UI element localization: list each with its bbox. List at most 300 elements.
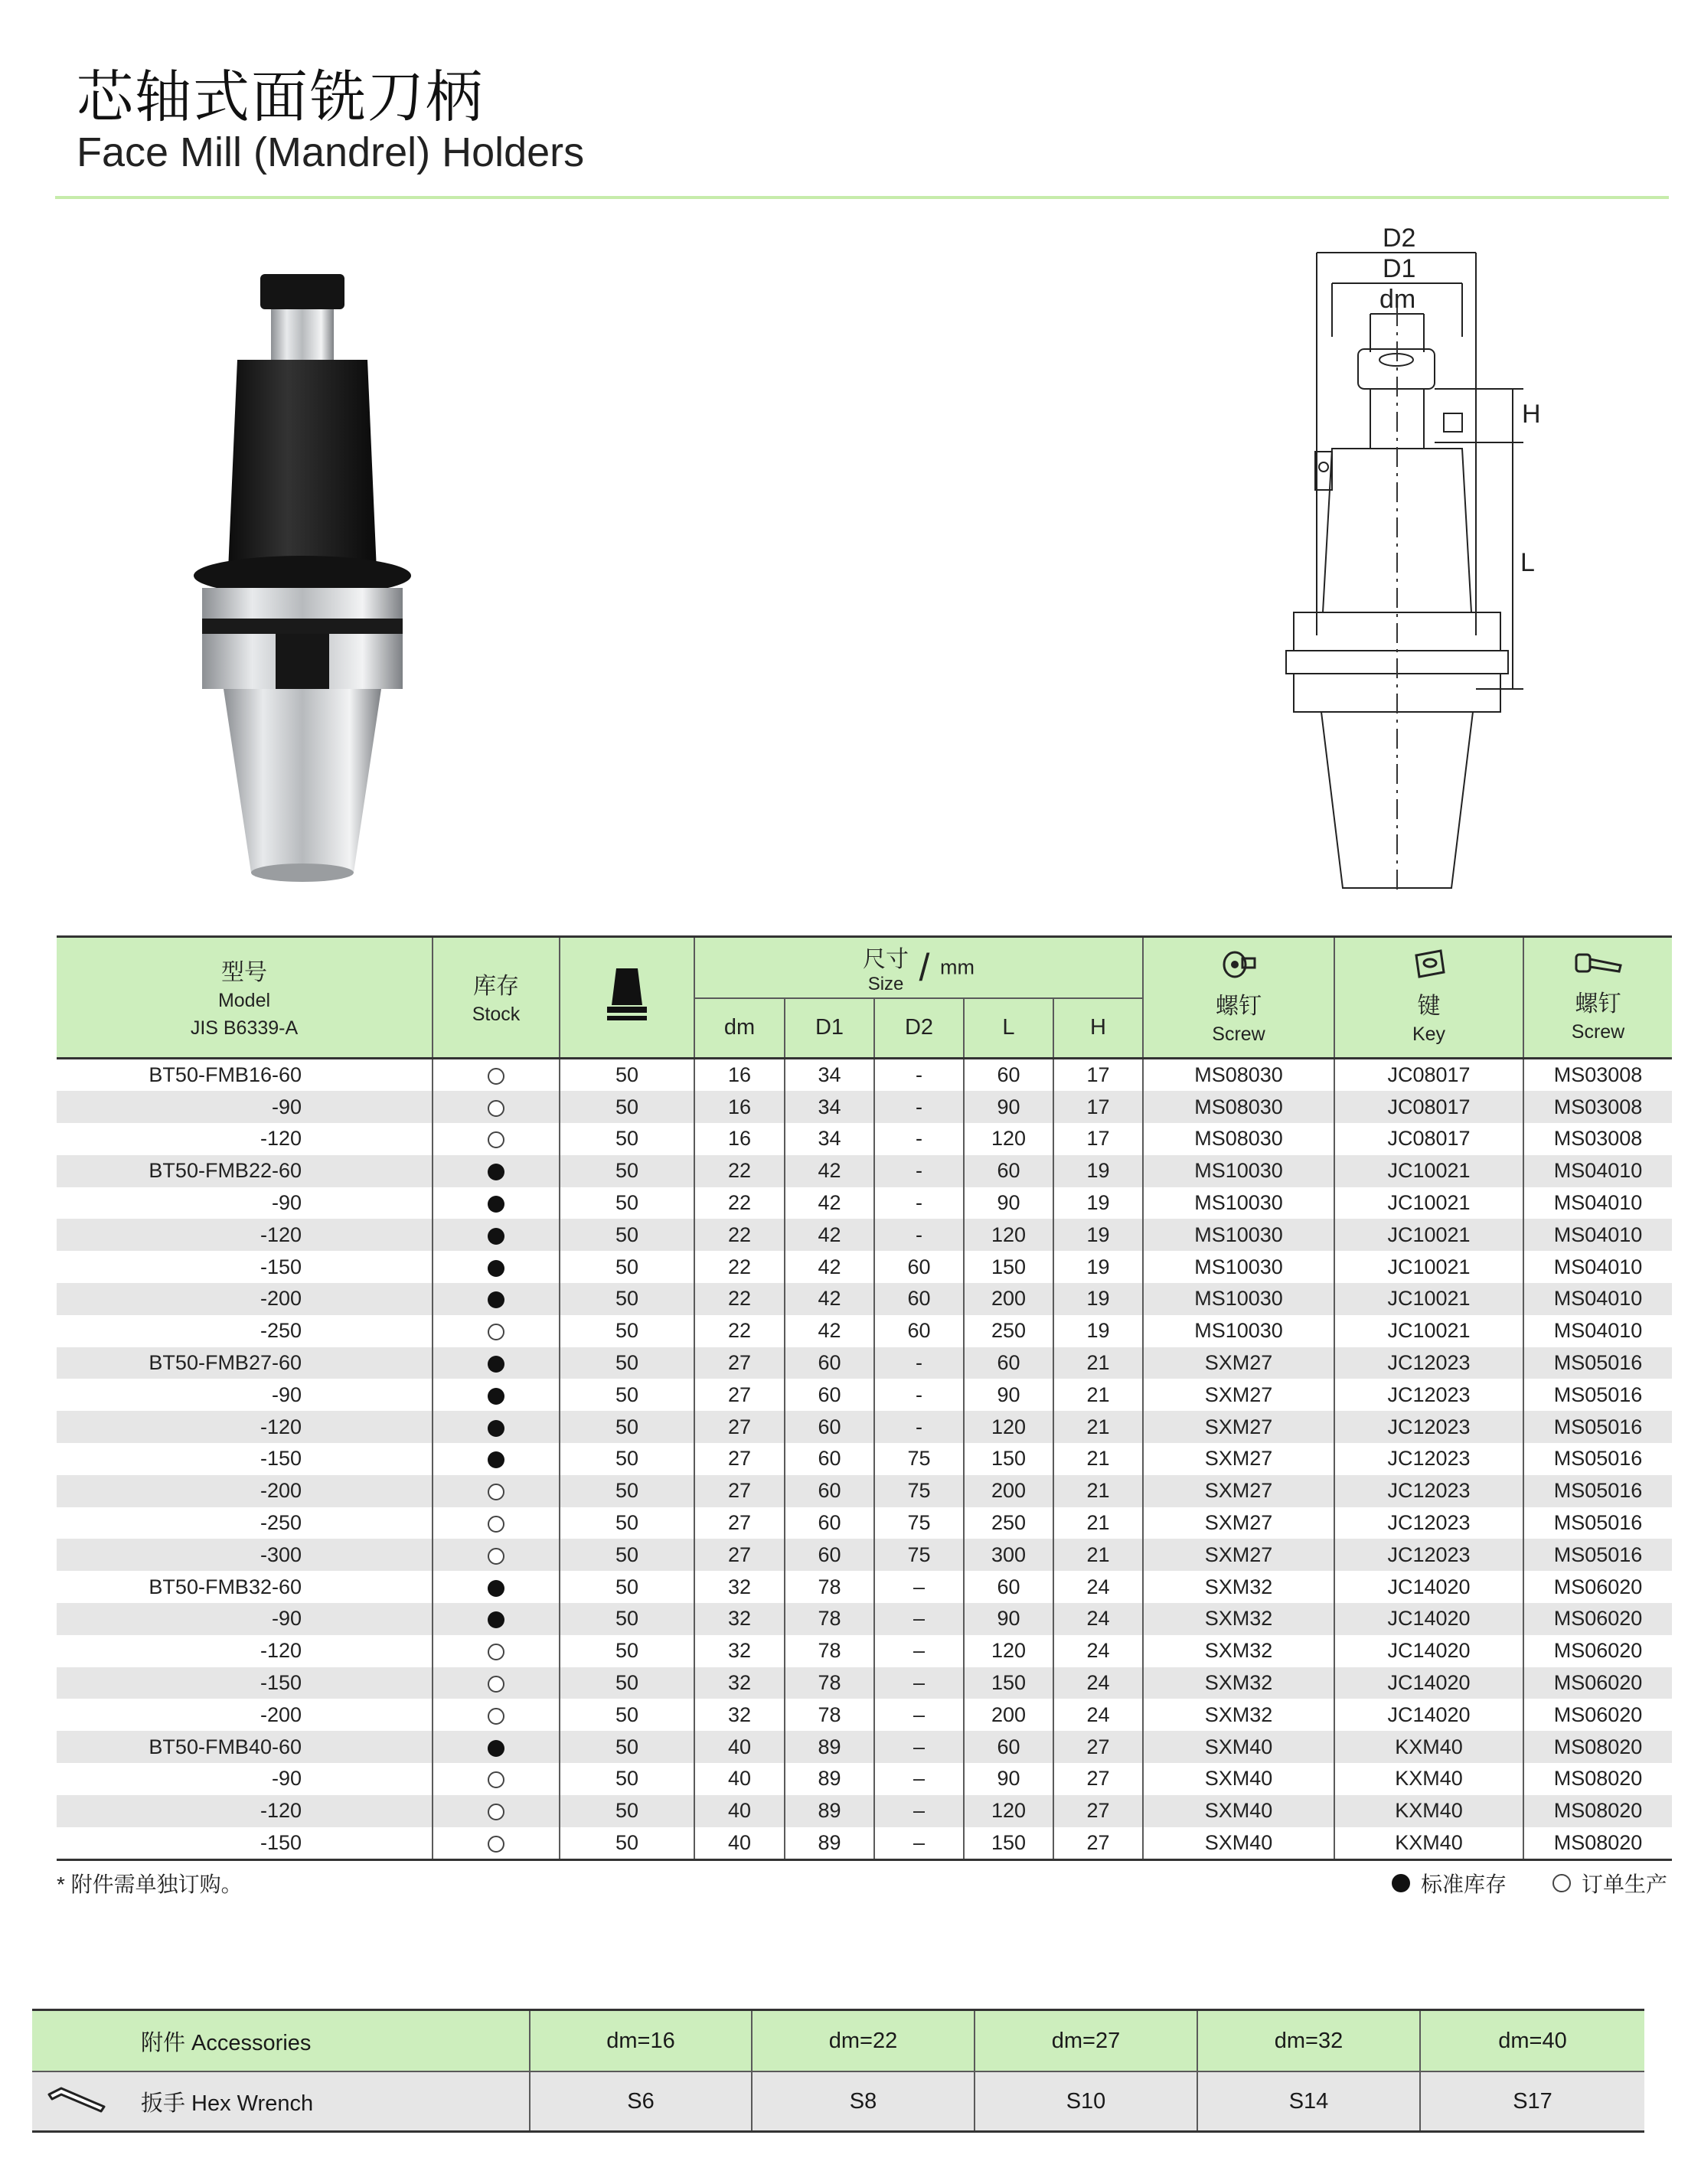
col-h: H — [1053, 998, 1143, 1059]
table-cell: 34 — [785, 1058, 874, 1091]
col-l: L — [964, 998, 1053, 1059]
hex-wrench-label: 扳手 Hex Wrench — [32, 2071, 530, 2132]
table-cell: MS08030 — [1143, 1058, 1334, 1091]
table-cell: KXM40 — [1334, 1827, 1523, 1860]
table-cell: JC14020 — [1334, 1699, 1523, 1731]
table-cell: MS06020 — [1523, 1603, 1672, 1635]
stock-cell — [433, 1219, 560, 1251]
svg-text:H: H — [1522, 400, 1541, 429]
table-cell: 60 — [964, 1731, 1053, 1763]
acc-val: S10 — [975, 2071, 1197, 2132]
table-cell: MS06020 — [1523, 1635, 1672, 1667]
table-cell: 90 — [964, 1379, 1053, 1411]
table-cell: 60 — [785, 1539, 874, 1571]
table-cell: JC10021 — [1334, 1187, 1523, 1219]
table-cell: - — [874, 1347, 964, 1379]
table-cell: 50 — [560, 1315, 694, 1347]
table-cell: 120 — [964, 1795, 1053, 1827]
table-cell: 75 — [874, 1475, 964, 1507]
table-cell: - — [874, 1123, 964, 1155]
stock-cell — [433, 1507, 560, 1539]
table-cell: JC14020 — [1334, 1635, 1523, 1667]
table-cell: 50 — [560, 1635, 694, 1667]
cap-screw-icon — [1573, 948, 1624, 979]
stock-open-icon — [488, 1644, 504, 1660]
table-cell: 17 — [1053, 1058, 1143, 1091]
footnote: * 附件需单独订购。 — [57, 1872, 243, 1896]
table-cell: MS08020 — [1523, 1763, 1672, 1795]
table-cell: 50 — [560, 1475, 694, 1507]
table-cell: 150 — [964, 1251, 1053, 1283]
stock-cell — [433, 1667, 560, 1699]
table-row — [57, 1315, 1672, 1347]
table-cell: 17 — [1053, 1123, 1143, 1155]
model-cell: -90 — [57, 1603, 433, 1635]
table-cell: SXM32 — [1143, 1667, 1334, 1699]
model-cell: -150 — [57, 1443, 433, 1475]
table-cell: 50 — [560, 1667, 694, 1699]
table-cell: 200 — [964, 1475, 1053, 1507]
stock-open-icon — [488, 1548, 504, 1565]
table-cell: 50 — [560, 1219, 694, 1251]
table-cell: 24 — [1053, 1571, 1143, 1603]
table-cell: JC10021 — [1334, 1219, 1523, 1251]
acc-val: S17 — [1420, 2071, 1644, 2132]
table-cell: 200 — [964, 1699, 1053, 1731]
table-cell: MS03008 — [1523, 1058, 1672, 1091]
stock-cell — [433, 1379, 560, 1411]
table-cell: 90 — [964, 1091, 1053, 1123]
stock-open-icon — [488, 1324, 504, 1340]
table-cell: SXM27 — [1143, 1411, 1334, 1443]
table-cell: 34 — [785, 1091, 874, 1123]
stock-open-icon — [1552, 1874, 1571, 1892]
table-row — [57, 1475, 1672, 1507]
table-cell: 27 — [694, 1507, 785, 1539]
table-cell: 75 — [874, 1507, 964, 1539]
table-cell: – — [874, 1635, 964, 1667]
table-cell: 78 — [785, 1699, 874, 1731]
table-cell: 19 — [1053, 1315, 1143, 1347]
acc-val: S6 — [530, 2071, 752, 2132]
table-cell: SXM40 — [1143, 1827, 1334, 1860]
table-cell: 60 — [785, 1411, 874, 1443]
table-cell: 75 — [874, 1443, 964, 1475]
acc-col-dm40: dm=40 — [1420, 2010, 1644, 2072]
table-cell: 22 — [694, 1187, 785, 1219]
stock-cell — [433, 1443, 560, 1475]
model-cell: -200 — [57, 1699, 433, 1731]
table-cell: SXM27 — [1143, 1539, 1334, 1571]
table-cell: 90 — [964, 1603, 1053, 1635]
model-cell: BT50-FMB27-60 — [57, 1347, 433, 1379]
table-cell: MS04010 — [1523, 1155, 1672, 1187]
table-cell: JC12023 — [1334, 1411, 1523, 1443]
table-row — [57, 1539, 1672, 1571]
legend-standard-stock: 标准库存 — [1420, 1872, 1507, 1896]
stock-cell — [433, 1603, 560, 1635]
table-cell: JC12023 — [1334, 1539, 1523, 1571]
svg-text:D1: D1 — [1383, 254, 1416, 283]
table-cell: JC10021 — [1334, 1251, 1523, 1283]
stock-cell — [433, 1635, 560, 1667]
table-cell: 120 — [964, 1635, 1053, 1667]
table-cell: - — [874, 1411, 964, 1443]
table-cell: 19 — [1053, 1283, 1143, 1315]
table-cell: 27 — [694, 1379, 785, 1411]
table-row — [57, 1667, 1672, 1699]
table-row — [57, 1443, 1672, 1475]
table-cell: 21 — [1053, 1507, 1143, 1539]
table-cell: 40 — [694, 1763, 785, 1795]
stock-cell — [433, 1251, 560, 1283]
stock-full-icon — [488, 1420, 504, 1437]
table-cell: SXM32 — [1143, 1603, 1334, 1635]
table-cell: MS03008 — [1523, 1123, 1672, 1155]
table-cell: JC12023 — [1334, 1507, 1523, 1539]
table-cell: 24 — [1053, 1603, 1143, 1635]
table-cell: 16 — [694, 1091, 785, 1123]
table-row — [57, 1283, 1672, 1315]
table-cell: 21 — [1053, 1443, 1143, 1475]
table-cell: SXM27 — [1143, 1507, 1334, 1539]
table-cell: MS10030 — [1143, 1187, 1334, 1219]
table-cell: – — [874, 1795, 964, 1827]
stock-open-icon — [488, 1804, 504, 1820]
title-divider — [55, 196, 1669, 199]
table-cell: - — [874, 1091, 964, 1123]
table-cell: 21 — [1053, 1475, 1143, 1507]
table-cell: 50 — [560, 1443, 694, 1475]
table-cell: 150 — [964, 1443, 1053, 1475]
stock-open-icon — [488, 1484, 504, 1500]
table-cell: 78 — [785, 1571, 874, 1603]
model-cell: BT50-FMB16-60 — [57, 1058, 433, 1091]
model-cell: -150 — [57, 1827, 433, 1860]
table-cell: 16 — [694, 1123, 785, 1155]
table-cell: 200 — [964, 1283, 1053, 1315]
table-cell: 60 — [785, 1507, 874, 1539]
table-row — [57, 1187, 1672, 1219]
table-cell: 24 — [1053, 1699, 1143, 1731]
table-cell: MS06020 — [1523, 1699, 1672, 1731]
table-cell: 19 — [1053, 1155, 1143, 1187]
stock-full-icon — [488, 1196, 504, 1213]
stock-cell — [433, 1731, 560, 1763]
model-cell: BT50-FMB32-60 — [57, 1571, 433, 1603]
table-cell: 250 — [964, 1315, 1053, 1347]
svg-text:D2: D2 — [1383, 224, 1416, 253]
table-row — [57, 1795, 1672, 1827]
table-cell: 22 — [694, 1155, 785, 1187]
table-cell: 60 — [874, 1251, 964, 1283]
table-cell: MS04010 — [1523, 1251, 1672, 1283]
table-cell: JC08017 — [1334, 1058, 1523, 1091]
table-cell: 120 — [964, 1123, 1053, 1155]
table-cell: SXM27 — [1143, 1347, 1334, 1379]
stock-cell — [433, 1091, 560, 1123]
table-cell: 22 — [694, 1283, 785, 1315]
svg-text:L: L — [1520, 548, 1535, 577]
table-cell: 50 — [560, 1827, 694, 1860]
table-cell: 120 — [964, 1219, 1053, 1251]
table-cell: 50 — [560, 1763, 694, 1795]
table-cell: JC14020 — [1334, 1667, 1523, 1699]
model-cell: -150 — [57, 1251, 433, 1283]
table-cell: 27 — [694, 1539, 785, 1571]
acc-val: S14 — [1197, 2071, 1420, 2132]
table-cell: MS05016 — [1523, 1379, 1672, 1411]
table-cell: 150 — [964, 1827, 1053, 1860]
table-cell: MS08020 — [1523, 1827, 1672, 1860]
table-cell: JC10021 — [1334, 1315, 1523, 1347]
model-cell: -90 — [57, 1379, 433, 1411]
table-cell: 40 — [694, 1731, 785, 1763]
table-row — [57, 1379, 1672, 1411]
table-cell: MS05016 — [1523, 1411, 1672, 1443]
table-cell: JC10021 — [1334, 1283, 1523, 1315]
table-cell: 60 — [785, 1379, 874, 1411]
stock-cell — [433, 1571, 560, 1603]
table-cell: 19 — [1053, 1219, 1143, 1251]
table-cell: – — [874, 1603, 964, 1635]
table-cell: MS08020 — [1523, 1795, 1672, 1827]
table-cell: 90 — [964, 1187, 1053, 1219]
model-cell: -90 — [57, 1763, 433, 1795]
table-cell: 50 — [560, 1795, 694, 1827]
table-cell: 50 — [560, 1347, 694, 1379]
screw-header: 螺钉 Screw — [1143, 937, 1334, 1059]
table-cell: 27 — [1053, 1763, 1143, 1795]
model-cell: -120 — [57, 1219, 433, 1251]
stock-open-icon — [488, 1100, 504, 1117]
key-icon — [1410, 946, 1448, 981]
svg-text:dm: dm — [1379, 285, 1416, 314]
stock-cell — [433, 1411, 560, 1443]
table-cell: MS10030 — [1143, 1219, 1334, 1251]
table-cell: 22 — [694, 1251, 785, 1283]
stock-cell — [433, 1763, 560, 1795]
acc-val: S8 — [752, 2071, 975, 2132]
table-cell: 42 — [785, 1315, 874, 1347]
bt-taper-icon — [560, 937, 694, 1059]
stock-full-icon — [488, 1451, 504, 1468]
table-cell: 32 — [694, 1603, 785, 1635]
table-cell: 19 — [1053, 1187, 1143, 1219]
stock-open-icon — [488, 1708, 504, 1725]
stock-full-icon — [488, 1611, 504, 1628]
product-photo — [176, 260, 429, 888]
table-cell: 50 — [560, 1283, 694, 1315]
col-dm: dm — [694, 998, 785, 1059]
table-cell: 21 — [1053, 1347, 1143, 1379]
table-cell: JC12023 — [1334, 1443, 1523, 1475]
table-cell: 60 — [964, 1347, 1053, 1379]
table-cell: 50 — [560, 1091, 694, 1123]
table-row — [57, 1219, 1672, 1251]
table-cell: 27 — [694, 1411, 785, 1443]
model-cell: -120 — [57, 1795, 433, 1827]
table-cell: MS05016 — [1523, 1475, 1672, 1507]
table-cell: SXM27 — [1143, 1443, 1334, 1475]
table-cell: 42 — [785, 1187, 874, 1219]
size-header: 尺寸 Size / mm — [694, 937, 1143, 998]
table-cell: 50 — [560, 1123, 694, 1155]
table-cell: 50 — [560, 1603, 694, 1635]
table-cell: 32 — [694, 1571, 785, 1603]
table-cell: 17 — [1053, 1091, 1143, 1123]
table-cell: SXM32 — [1143, 1699, 1334, 1731]
table-row — [57, 1731, 1672, 1763]
table-row — [57, 1123, 1672, 1155]
stock-full-icon — [488, 1580, 504, 1597]
table-row — [57, 1091, 1672, 1123]
table-cell: – — [874, 1827, 964, 1860]
model-cell: BT50-FMB40-60 — [57, 1731, 433, 1763]
table-cell: SXM32 — [1143, 1635, 1334, 1667]
table-cell: 60 — [785, 1475, 874, 1507]
stock-cell — [433, 1315, 560, 1347]
table-cell: MS05016 — [1523, 1507, 1672, 1539]
page-title-en: Face Mill (Mandrel) Holders — [77, 129, 585, 175]
table-cell: 40 — [694, 1795, 785, 1827]
table-cell: - — [874, 1379, 964, 1411]
stock-cell — [433, 1827, 560, 1860]
table-cell: - — [874, 1219, 964, 1251]
table-cell: 50 — [560, 1571, 694, 1603]
stock-cell — [433, 1283, 560, 1315]
table-cell: JC08017 — [1334, 1123, 1523, 1155]
table-cell: 50 — [560, 1411, 694, 1443]
table-row — [57, 1571, 1672, 1603]
model-cell: -150 — [57, 1667, 433, 1699]
table-cell: 50 — [560, 1251, 694, 1283]
stock-full-icon — [488, 1260, 504, 1277]
stock-open-icon — [488, 1516, 504, 1533]
accessories-header: 附件 Accessories — [32, 2010, 530, 2072]
table-cell: MS05016 — [1523, 1443, 1672, 1475]
table-cell: 50 — [560, 1539, 694, 1571]
table-cell: 22 — [694, 1315, 785, 1347]
table-cell: 42 — [785, 1219, 874, 1251]
table-cell: 42 — [785, 1155, 874, 1187]
stock-cell — [433, 1539, 560, 1571]
stock-open-icon — [488, 1836, 504, 1853]
model-cell: -90 — [57, 1187, 433, 1219]
table-cell: SXM32 — [1143, 1571, 1334, 1603]
stock-cell — [433, 1475, 560, 1507]
stock-cell — [433, 1347, 560, 1379]
table-cell: 42 — [785, 1251, 874, 1283]
table-cell: MS04010 — [1523, 1219, 1672, 1251]
spec-table — [57, 935, 1672, 1861]
table-cell: MS10030 — [1143, 1315, 1334, 1347]
table-cell: – — [874, 1763, 964, 1795]
table-row — [57, 1155, 1672, 1187]
table-cell: JC12023 — [1334, 1379, 1523, 1411]
stock-full-icon — [488, 1356, 504, 1373]
screw2-header: 螺钉 Screw — [1523, 937, 1672, 1059]
table-cell: SXM27 — [1143, 1475, 1334, 1507]
table-cell: 50 — [560, 1155, 694, 1187]
table-cell: 27 — [694, 1443, 785, 1475]
table-cell: - — [874, 1058, 964, 1091]
model-cell: -120 — [57, 1123, 433, 1155]
table-cell: MS03008 — [1523, 1091, 1672, 1123]
model-cell: -90 — [57, 1091, 433, 1123]
table-cell: 78 — [785, 1603, 874, 1635]
table-cell: 21 — [1053, 1411, 1143, 1443]
table-cell: 60 — [964, 1571, 1053, 1603]
table-cell: MS08030 — [1143, 1091, 1334, 1123]
table-cell: JC10021 — [1334, 1155, 1523, 1187]
table-cell: 32 — [694, 1699, 785, 1731]
table-cell: 60 — [874, 1315, 964, 1347]
model-header: 型号 Model JIS B6339-A — [57, 937, 433, 1059]
table-cell: 50 — [560, 1058, 694, 1091]
table-cell: JC14020 — [1334, 1571, 1523, 1603]
table-cell: 50 — [560, 1187, 694, 1219]
table-cell: 60 — [874, 1283, 964, 1315]
model-cell: -120 — [57, 1411, 433, 1443]
table-cell: 27 — [694, 1475, 785, 1507]
table-cell: KXM40 — [1334, 1763, 1523, 1795]
table-row — [57, 1635, 1672, 1667]
col-d1: D1 — [785, 998, 874, 1059]
table-cell: 27 — [694, 1347, 785, 1379]
model-cell: -200 — [57, 1475, 433, 1507]
table-cell: MS08030 — [1143, 1123, 1334, 1155]
table-cell: 78 — [785, 1667, 874, 1699]
table-cell: MS05016 — [1523, 1347, 1672, 1379]
table-cell: 50 — [560, 1379, 694, 1411]
stock-cell — [433, 1187, 560, 1219]
table-cell: MS05016 — [1523, 1539, 1672, 1571]
table-row — [57, 1763, 1672, 1795]
table-row — [57, 1347, 1672, 1379]
table-cell: 21 — [1053, 1539, 1143, 1571]
acc-col-dm16: dm=16 — [530, 2010, 752, 2072]
table-cell: 300 — [964, 1539, 1053, 1571]
stock-full-icon — [488, 1291, 504, 1308]
model-cell: -120 — [57, 1635, 433, 1667]
page-title-cn: 芯轴式面铣刀柄 — [77, 65, 484, 129]
table-cell: 27 — [1053, 1731, 1143, 1763]
stock-cell — [433, 1058, 560, 1091]
stock-full-icon — [488, 1228, 504, 1245]
table-cell: 27 — [1053, 1795, 1143, 1827]
table-cell: – — [874, 1667, 964, 1699]
table-cell: 120 — [964, 1411, 1053, 1443]
table-cell: MS04010 — [1523, 1283, 1672, 1315]
table-cell: 50 — [560, 1699, 694, 1731]
table-cell: MS10030 — [1143, 1251, 1334, 1283]
screw-icon — [1219, 946, 1258, 981]
table-cell: – — [874, 1571, 964, 1603]
stock-legend — [1346, 1868, 1667, 1898]
stock-full-icon — [488, 1740, 504, 1757]
table-cell: 60 — [964, 1155, 1053, 1187]
table-cell: 89 — [785, 1731, 874, 1763]
table-cell: 50 — [560, 1731, 694, 1763]
table-cell: - — [874, 1187, 964, 1219]
model-cell: BT50-FMB22-60 — [57, 1155, 433, 1187]
table-cell: MS10030 — [1143, 1283, 1334, 1315]
table-row — [57, 1411, 1672, 1443]
table-cell: 21 — [1053, 1379, 1143, 1411]
table-cell: SXM40 — [1143, 1763, 1334, 1795]
table-cell: MS04010 — [1523, 1315, 1672, 1347]
